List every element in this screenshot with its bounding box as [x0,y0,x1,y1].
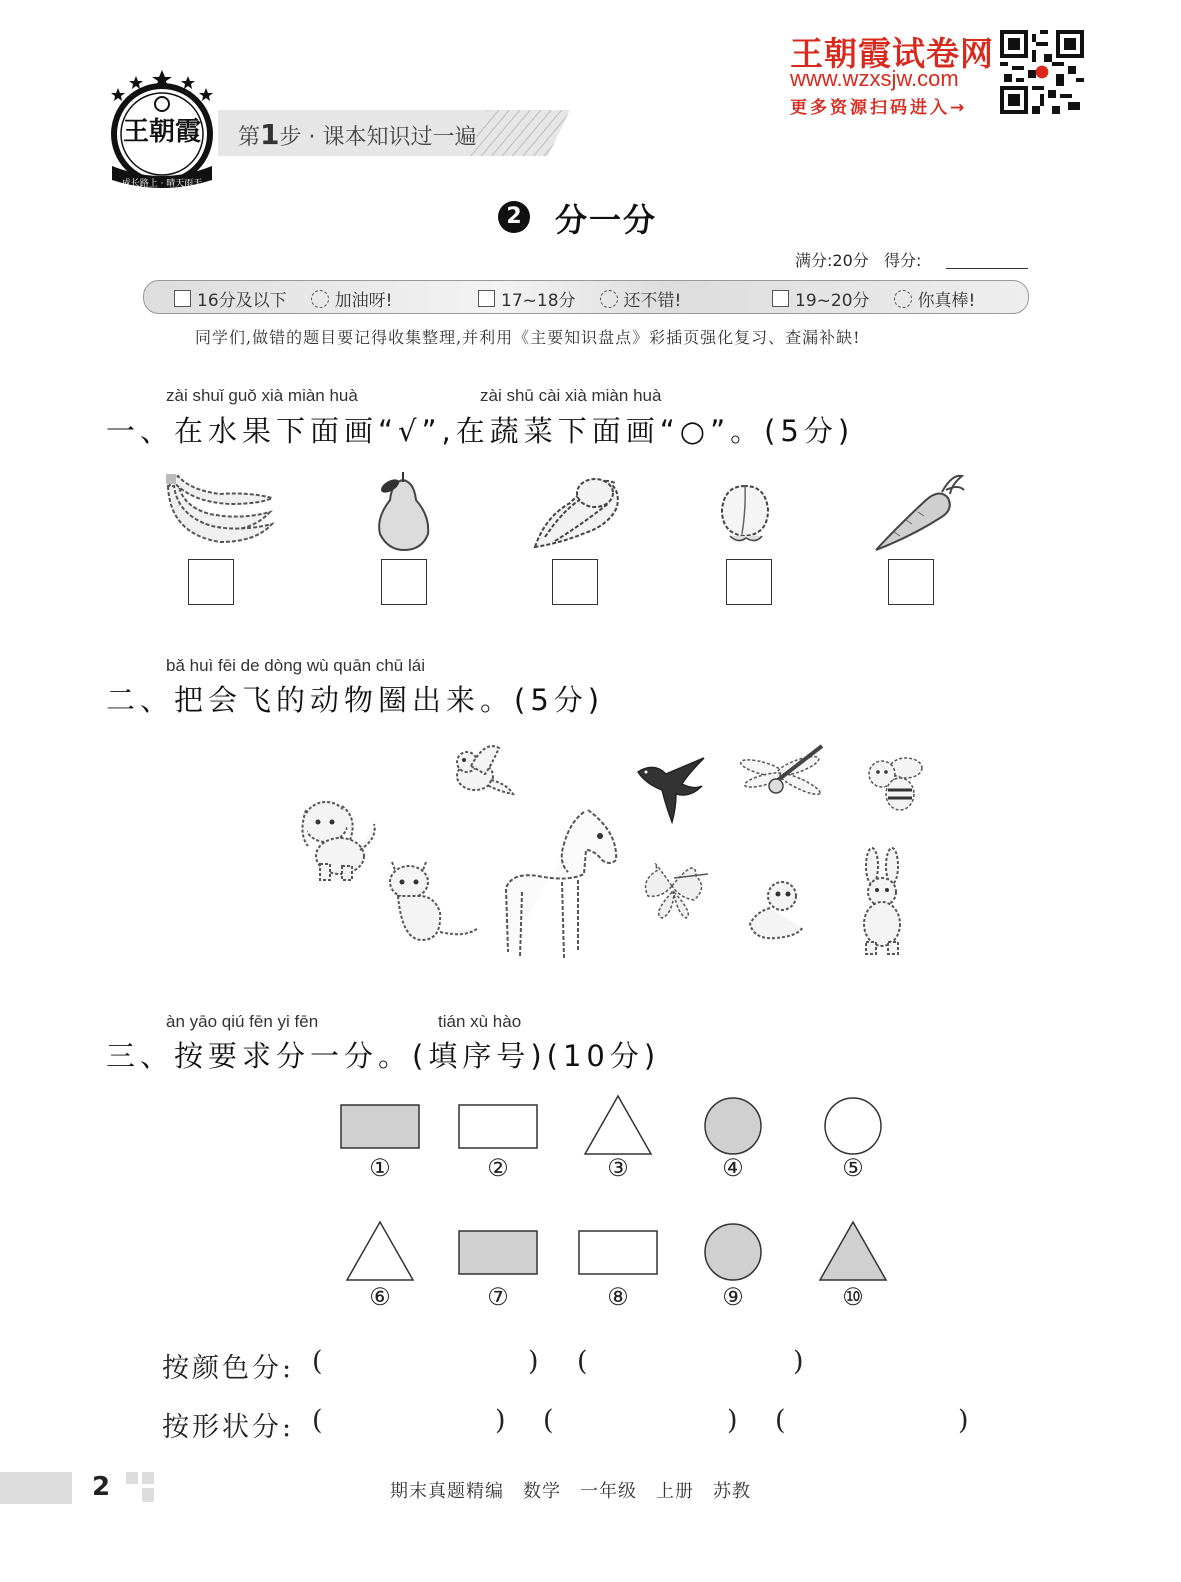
q1-question: 一、在水果下面画“√”,在蔬菜下面画“○”。(5分) [106,414,855,448]
shape-group-answer-2[interactable] [562,1405,720,1439]
q1-pinyin-b: zài shū cài xià miàn huà [480,386,662,405]
shape-number-label: ⑧ [607,1283,629,1311]
swallow-image[interactable] [632,754,708,824]
rating-comment: 加油呀! [334,291,393,311]
rating-range: 17~18分 [501,291,576,311]
q1-answer-box[interactable] [188,559,234,605]
by-shape-label: 按形状分: [162,1412,295,1443]
shape-rect [341,1105,419,1148]
rating-comment: 还不错! [623,291,682,311]
shape-group-answer-1[interactable] [330,1405,488,1439]
caterpillar-image[interactable] [736,878,808,944]
shape-number-label: ⑩ [842,1283,864,1311]
rating-range: 16分及以下 [197,291,287,311]
horse-image[interactable] [498,802,624,964]
paren-close: ) [727,1405,738,1436]
cabbage-image [525,467,625,555]
rating-item [772,286,975,311]
shape-rect [459,1231,537,1274]
butterfly-image[interactable] [638,852,714,922]
shape-number-label: ⑦ [487,1283,509,1311]
paren-open: ( [577,1346,588,1377]
cat-image[interactable] [382,852,480,946]
paren-close: ) [793,1346,804,1377]
q1-answer-box[interactable] [381,559,427,605]
pear-image [368,470,438,552]
paren-close: ) [528,1346,539,1377]
paren-open: ( [775,1405,786,1436]
by-color-label: 按颜色分: [162,1353,295,1384]
qr-code-icon[interactable] [1000,30,1084,114]
step-banner-text: 第1步 · 课本知识过一遍 [238,118,477,151]
smile-face-icon [894,290,912,308]
shape-number-label: ⑨ [722,1283,744,1311]
peach-image [716,474,774,546]
q1-answer-box[interactable] [888,559,934,605]
shape-circle [705,1098,761,1154]
rating-range: 19~20分 [795,291,870,311]
rabbit-image[interactable] [852,846,914,956]
brand-name: 王朝霞试卷网 [790,34,994,73]
q2-pinyin: bǎ huì fēi de dòng wù quān chū lái [166,656,425,675]
q3-pinyin-b: tián xù hào [438,1012,522,1031]
section-number-badge: 2 [498,201,530,233]
q2-question: 二、把会飞的动物圈出来。(5分) [106,683,605,717]
logo-ribbon: 成长路上 · 晴天雨天 [121,179,203,189]
paren-open: ( [312,1405,323,1436]
footer-book-title: 期末真题精编 数学 一年级 上册 苏教 [390,1481,751,1502]
page-number: 2 [92,1472,111,1502]
q1-answer-box[interactable] [726,559,772,605]
q3-pinyin-a: àn yāo qiú fēn yi fēn [166,1012,319,1031]
shape-number-label: ① [369,1154,391,1182]
score-blank[interactable] [946,268,1028,269]
color-group-answer-2[interactable] [595,1346,785,1380]
shape-rect [579,1231,657,1274]
q1-pinyin-a: zài shuǐ guǒ xià miàn huà [166,386,358,405]
brand-more-link[interactable]: 更多资源扫码进入→ [790,98,968,118]
rating-checkbox[interactable] [772,290,789,307]
shape-number-label: ② [487,1154,509,1182]
paren-open: ( [312,1346,323,1377]
shape-circle [825,1098,881,1154]
q3-shapes-figure [320,1090,920,1330]
score-line: 满分:20分 得分: [795,251,922,270]
color-group-answer-1[interactable] [330,1346,520,1380]
shape-rect [459,1105,537,1148]
q3-question: 三、按要求分一分。(填序号)(10分) [106,1039,661,1073]
section-title: 分一分 [555,201,658,239]
paren-close: ) [958,1405,969,1436]
shape-number-label: ⑤ [842,1154,864,1182]
rating-checkbox[interactable] [478,290,495,307]
footer-squares-icon [126,1472,156,1504]
bee-image[interactable] [862,750,928,814]
shape-number-label: ④ [722,1154,744,1182]
shape-triangle [347,1222,413,1280]
paren-open: ( [543,1405,554,1436]
dragonfly-image[interactable] [738,742,830,808]
bird-image[interactable] [445,736,517,802]
smile-face-icon [311,290,329,308]
carrot-image [866,470,966,554]
banana-image [160,472,278,550]
paren-close: ) [495,1405,506,1436]
shape-number-label: ③ [607,1154,629,1182]
rating-checkbox[interactable] [174,290,191,307]
rating-comment: 你真棒! [917,291,976,311]
shape-triangle [585,1096,651,1154]
dog-image[interactable] [298,794,382,884]
q1-answer-box[interactable] [552,559,598,605]
smile-face-icon [600,290,618,308]
footer-tab [0,1472,72,1504]
brand-url[interactable]: www.wzxsjw.com [790,66,959,91]
rating-item [478,286,681,311]
shape-circle [705,1224,761,1280]
shape-group-answer-3[interactable] [794,1405,952,1439]
self-rating-bar [143,280,1029,314]
study-note: 同学们,做错的题目要记得收集整理,并利用《主要知识盘点》彩插页强化复习、查漏补缺! [195,328,861,347]
shape-triangle [820,1222,886,1280]
wangzhaoxia-logo [106,68,218,190]
rating-item [174,286,392,311]
shape-number-label: ⑥ [369,1283,391,1311]
logo-name: 王朝霞 [122,117,202,147]
